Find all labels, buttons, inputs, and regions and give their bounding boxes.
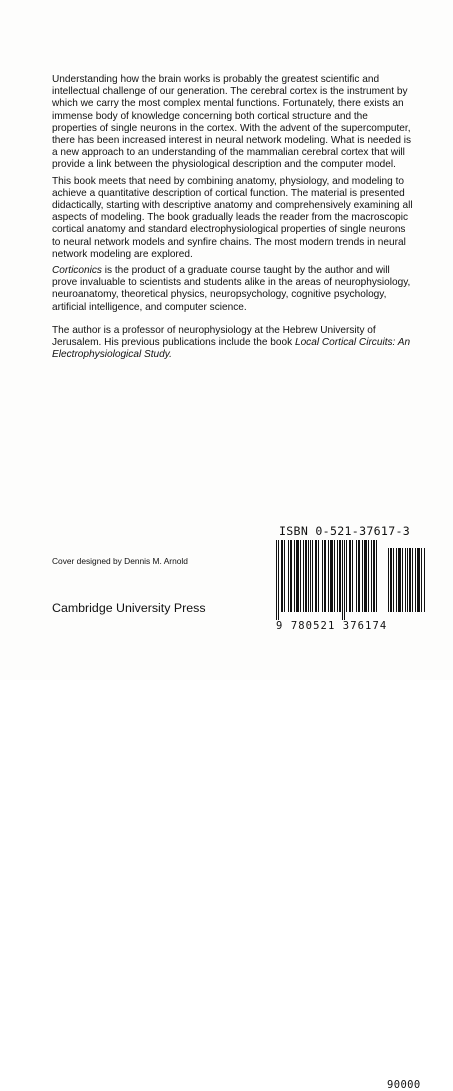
barcode-bar <box>318 540 319 612</box>
barcode-bar <box>424 548 425 612</box>
isbn-label: ISBN 0-521-37617-3 <box>279 524 411 538</box>
barcode-bar <box>334 540 335 612</box>
barcode-addon-digits: 90000 <box>387 1079 421 1091</box>
barcode-bar <box>305 540 307 612</box>
barcode-bar <box>296 540 299 612</box>
barcode-bar <box>417 548 420 612</box>
addon-barcode-bars <box>388 548 426 620</box>
author-bio-text: The author is a professor of neurophysiology at the Hebrew University of Jerusalem. His previous publications include the book <box>52 324 376 349</box>
barcode-bar <box>281 540 283 612</box>
barcode-bar <box>315 540 317 612</box>
isbn-barcode <box>276 540 426 1091</box>
barcode-bar <box>371 540 372 612</box>
barcode-bar <box>409 548 411 612</box>
blurb-paragraph-book: This book meets that need by combining anatomy, physiology, and modeling to achieve a quantitative description of cortical function. The material is presented didactically, starting with descriptive anatomy and comprehensively examining all aspects of modeling. The book gradually leads the reader from the macroscopic cortical anatomy and standard electrophysiological properties of single neurons to neural network models and synfire chains. The most modern trends in neural network modeling are explored. <box>52 175 413 260</box>
barcode-main-digits: 9 780521 376174 <box>276 620 388 632</box>
book-title-corticonics: Corticonics <box>52 265 102 277</box>
blurb-paragraph-author <box>52 325 414 362</box>
barcode-bar <box>421 548 422 612</box>
barcode-bar <box>290 540 292 612</box>
barcode-bar <box>352 540 353 612</box>
barcode-bar <box>342 540 343 620</box>
back-cover-blurb <box>52 74 414 365</box>
barcode-bar <box>402 548 403 612</box>
barcode-bar <box>364 540 367 612</box>
barcode-bar <box>294 540 295 612</box>
barcode-bar <box>328 540 329 612</box>
blurb-paragraph-course <box>52 265 414 314</box>
barcode-bar <box>390 548 392 612</box>
barcode-bar <box>388 548 389 612</box>
barcode-bar <box>346 540 347 612</box>
barcode-bar <box>339 540 341 612</box>
barcode-bar <box>284 540 285 612</box>
barcode-bar <box>358 540 360 612</box>
barcode-bar <box>330 540 333 612</box>
barcode-bar <box>376 540 377 612</box>
cover-designer-credit: Cover designed by Dennis M. Arnold <box>52 556 188 566</box>
barcode-bar <box>308 540 309 612</box>
barcode-bar <box>405 548 406 612</box>
barcode-bar <box>344 540 345 620</box>
barcode-bar <box>362 540 363 612</box>
barcode-bar <box>322 540 323 612</box>
barcode-bar <box>349 540 351 612</box>
barcode-bar <box>312 540 313 612</box>
barcode-bar <box>373 540 375 612</box>
barcode-bar <box>288 540 289 612</box>
barcode-bar <box>278 540 279 620</box>
barcode-bar <box>300 540 301 612</box>
barcode-bar <box>324 540 326 612</box>
blurb-paragraph-course-text: is the product of a graduate course taught by the author and will prove invaluable to scientists and students alike in the areas of neurophysiology, neuroanatomy, theoretical physics, neuropsychology, cognitive psychology, artificial intelligence, and computer science. <box>52 265 411 313</box>
barcode-bar <box>398 548 401 612</box>
blurb-paragraph-intro: Understanding how the brain works is probably the greatest scientific and intellectual challenge of our generation. The cerebral cortex is the instrument by which we carry the most complex mental functions. Fortunately, there exists an immense body of knowledge concerning both cortical structure and the properties of single neurons in the cortex. With the advent of the supercomputer, there has been increased interest in neural network modeling. What is needed is a new approach to an understanding of the mammalian cerebral cortex that will provide a link between the physiological description and the computer model. <box>52 74 412 171</box>
barcode-bar <box>396 548 397 612</box>
ean13-barcode-bars <box>276 540 378 620</box>
barcode-bar <box>407 548 408 612</box>
barcode-bar <box>276 540 277 620</box>
barcode-bar <box>393 548 394 612</box>
barcode-bar <box>412 548 413 612</box>
barcode-bar <box>415 548 416 612</box>
barcode-bar <box>303 540 304 612</box>
barcode-bar <box>310 540 311 612</box>
barcode-bar <box>368 540 369 612</box>
publisher-name: Cambridge University Press <box>52 601 206 615</box>
barcode-bar <box>356 540 357 612</box>
previous-book-title: Local Cortical Circuits: An Electrophysiological Study. <box>52 337 411 361</box>
barcode-bar <box>337 540 338 612</box>
